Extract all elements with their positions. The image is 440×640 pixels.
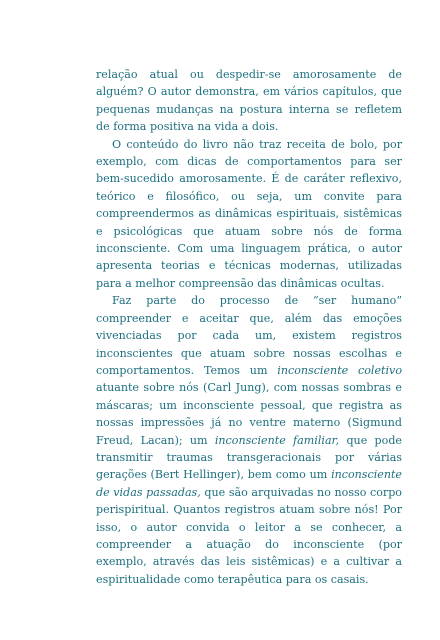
paragraph-2-text: O conteúdo do livro não traz receita de bolo, por exemplo, com dicas de comportamentos para ser bem-sucedido amorosamente. É de caráter reflexivo, teórico e filosófico, ou seja, um convite para compreendermos as dinâmicas espirituais, sistêmicas e psicológicas que atuam sobre nós de forma inconsciente. Com uma linguagem prática, o autor apresenta teorias e técnicas modernas, utilizadas para a melhor compreensão das dinâmicas ocultas. xyxy=(96,137,402,290)
paragraph-1 xyxy=(96,66,402,136)
paragraph-3-text-d: que são arquivadas no nosso corpo perispiritual. Quantos registros atuam sobre nós! Por isso, o autor convida o leitor a se conhecer, a compreender a atuação do inconsciente (por exemplo, através das leis sistêmicas) e a cultivar a espiritualidade como terapêutica para os casais. xyxy=(96,485,402,586)
paragraph-3-text-b: atuante sobre nós (Carl Jung), com nossas sombras e máscaras; um inconsciente pessoal, que registra as nossas impressões já no ventre materno (Sigmund Freud, Lacan); um xyxy=(96,381,402,447)
term-inconsciente-vidas-passadas: inconsciente de vidas passadas, xyxy=(96,468,402,499)
paragraph-2 xyxy=(96,136,402,293)
term-inconsciente-familiar: inconsciente familiar, xyxy=(214,433,340,447)
term-inconsciente-coletivo: inconsciente coletivo xyxy=(277,363,402,377)
paragraph-3 xyxy=(96,292,402,588)
paragraph-3-text-a: Faz parte do processo de “ser humano” compreender e aceitar que, além das emoções vivenciadas por cada um, existem registros inconscientes que atuam sobre nossas escolhas e comportamentos. Temos um xyxy=(96,294,402,377)
paragraph-3-text-c: que pode transmitir traumas transgeracionais por várias gerações (Bert Hellinger), bem como um xyxy=(96,433,402,482)
book-page-text xyxy=(96,66,402,588)
paragraph-1-text: relação atual ou despedir-se amorosamente de alguém? O autor demonstra, em vários capítulos, que pequenas mudanças na postura interna se refletem de forma positiva na vida a dois. xyxy=(96,68,402,134)
